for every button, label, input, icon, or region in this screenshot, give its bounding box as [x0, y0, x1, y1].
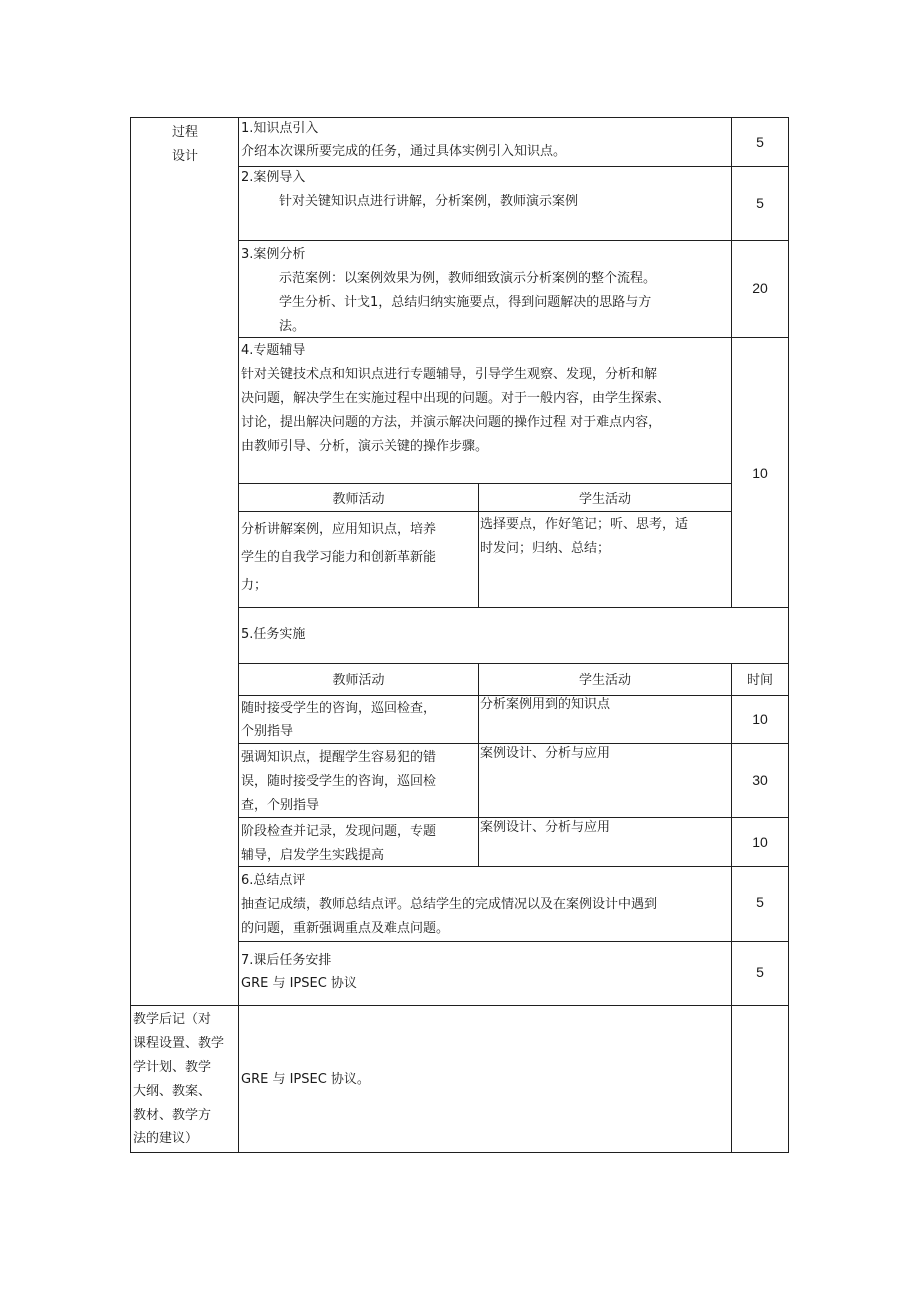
- s5-row-teacher-line: 查，个别指导: [241, 798, 320, 813]
- rule: [130, 1152, 789, 1153]
- s5-teacher-header: 教师活动: [332, 673, 385, 688]
- s5-row-teacher-line: 强调知识点，提醒学生容易犯的错: [241, 750, 437, 765]
- s4-teacher-line: 力；: [241, 578, 268, 593]
- rule: [478, 663, 479, 867]
- s5-row-teacher-line: 个别指导: [241, 724, 294, 739]
- section-6-title: 6.总结点评: [241, 873, 306, 888]
- section-2-title: 2.案例导入: [241, 170, 306, 185]
- s4-teacher-line: 学生的自我学习能力和创新革新能: [241, 550, 437, 565]
- postscript-content: GRE 与 IPSEC 协议。: [241, 1072, 370, 1087]
- section-7-time: 5: [756, 964, 764, 980]
- section-4-line: 讨论，提出解决问题的方法，并演示解决问题的操作过程 对于难点内容，: [241, 415, 662, 430]
- section-1-title: 1.知识点引入: [241, 121, 319, 136]
- s5-row-student: 分析案例用到的知识点: [480, 697, 611, 712]
- section-1-body: 介绍本次课所要完成的任务，通过具体实例引入知识点。: [241, 144, 567, 159]
- section-4-title: 4.专题辅导: [241, 343, 306, 358]
- section-3-line1: 示范案例：以案例效果为例，教师细致演示分析案例的整个流程。: [279, 271, 657, 286]
- process-label-line2: 设计: [171, 149, 198, 164]
- section-3-title: 3.案例分析: [241, 247, 306, 262]
- s5-row-student: 案例设计、分析与应用: [480, 746, 611, 761]
- section-4-line: 由教师引导、分析，演示关键的操作步骤。: [241, 439, 489, 454]
- rule: [731, 117, 732, 608]
- s4-student-line: 时发问；归纳、总结；: [480, 541, 611, 556]
- section-4-line: 针对关键技术点和知识点进行专题辅导，引导学生观察、发现，分析和解: [241, 367, 658, 382]
- rule: [238, 663, 789, 664]
- s5-row-teacher-line: 辅导，启发学生实践提高: [241, 848, 385, 863]
- section-6-line: 抽查记成绩，教师总结点评。总结学生的完成情况以及在案例设计中遇到: [241, 897, 658, 912]
- postscript-label-line: 大纲、教案、: [133, 1084, 212, 1099]
- section-5-title: 5.任务实施: [241, 627, 306, 642]
- process-label-line1: 过程: [171, 125, 198, 140]
- section-3-line2: 学生分析、计戈1，总结归纳实施要点，得到问题解决的思路与方: [279, 295, 652, 310]
- s5-row-teacher-line: 误，随时接受学生的咨询，巡回检: [241, 774, 437, 789]
- rule: [238, 166, 789, 167]
- rule: [238, 483, 731, 484]
- rule: [788, 117, 789, 1153]
- section-4-time: 10: [752, 465, 768, 481]
- postscript-label-line: 学计划、教学: [133, 1060, 212, 1075]
- section-7-title: 7.课后任务安排: [241, 953, 332, 968]
- s5-row-student: 案例设计、分析与应用: [480, 820, 611, 835]
- s5-row-teacher-line: 随时接受学生的咨询，巡回检查，: [241, 701, 437, 716]
- postscript-label-line: 教材、教学方: [133, 1108, 212, 1123]
- section-6-line: 的问题，重新强调重点及难点问题。: [241, 921, 450, 936]
- s5-row-time: 10: [752, 711, 768, 727]
- s4-student-header: 学生活动: [578, 492, 631, 507]
- s4-teacher-line: 分析讲解案例，应用知识点，培养: [241, 522, 437, 537]
- rule: [238, 117, 239, 1153]
- section-1-time: 5: [756, 134, 764, 150]
- section-6-time: 5: [756, 894, 764, 910]
- rule: [130, 117, 789, 118]
- section-7-body: GRE 与 IPSEC 协议: [241, 976, 357, 991]
- postscript-label-line: 课程设置、教学: [133, 1036, 225, 1051]
- s5-row-time: 30: [752, 772, 768, 788]
- s5-row-teacher-line: 阶段检查并记录，发现问题，专题: [241, 824, 437, 839]
- rule: [130, 1005, 789, 1006]
- postscript-label-line: 教学后记（对: [133, 1012, 212, 1027]
- rule: [130, 117, 131, 1153]
- rule: [238, 337, 789, 338]
- s5-row-time: 10: [752, 834, 768, 850]
- rule: [238, 607, 789, 608]
- section-2-time: 5: [756, 195, 764, 211]
- s4-student-line: 选择要点，作好笔记；听、思考，适: [480, 517, 689, 532]
- postscript-label-line: 法的建议）: [133, 1131, 199, 1146]
- section-3-line3: 法。: [279, 319, 306, 334]
- s5-student-header: 学生活动: [578, 673, 631, 688]
- rule: [238, 941, 789, 942]
- rule: [238, 240, 789, 241]
- section-2-body: 针对关键知识点进行讲解，分析案例，教师演示案例: [279, 194, 579, 209]
- section-3-time: 20: [752, 280, 768, 296]
- section-4-line: 决问题，解决学生在实施过程中出现的问题。对于一般内容，由学生探索、: [241, 391, 671, 406]
- s5-time-header: 时间: [746, 673, 773, 688]
- s4-teacher-header: 教师活动: [332, 492, 385, 507]
